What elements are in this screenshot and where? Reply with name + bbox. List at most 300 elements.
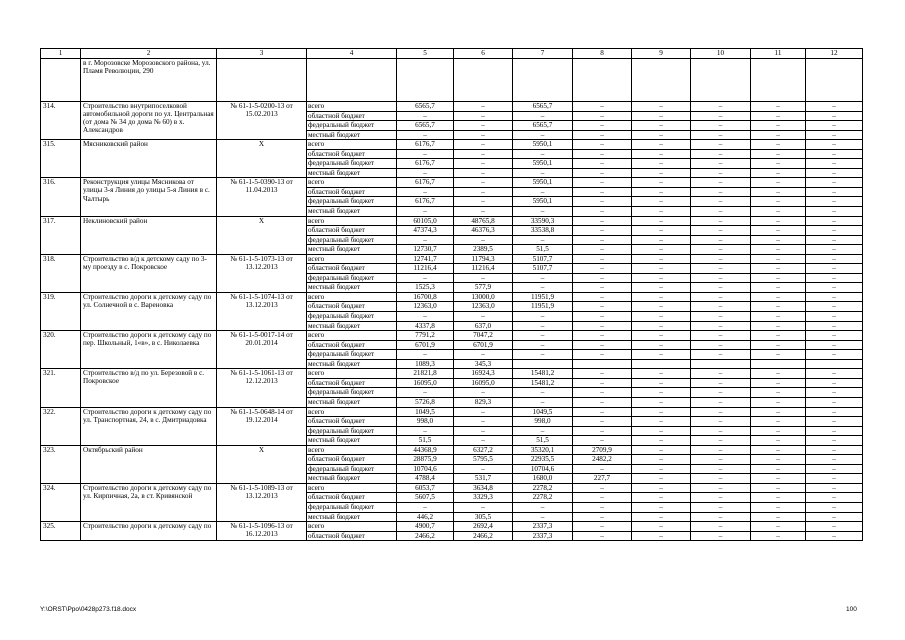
object-name-cell: Строительство дороги к детскому саду по ул. Солнечной в с. Вареновка xyxy=(81,292,217,330)
funding-source-cell: всего xyxy=(307,483,397,493)
value-cell: – xyxy=(397,130,454,140)
empty-cell xyxy=(632,59,691,102)
value-cell: 7791,2 xyxy=(397,331,454,341)
value-cell: – xyxy=(806,159,863,169)
table-row xyxy=(41,522,863,532)
funding-source-cell: федеральный бюджет xyxy=(307,273,397,283)
value-cell: – xyxy=(632,436,691,446)
value-cell: 2278,2 xyxy=(513,483,573,493)
value-cell: 5950,1 xyxy=(513,197,573,207)
value-cell: – xyxy=(691,522,751,532)
entry-number-cell: 318. xyxy=(41,254,81,292)
value-cell: – xyxy=(806,321,863,331)
funding-source-cell: всего xyxy=(307,445,397,455)
value-cell: 33590,3 xyxy=(513,216,573,226)
value-cell: 305,5 xyxy=(454,512,513,522)
value-cell: – xyxy=(691,340,751,350)
value-cell: – xyxy=(632,283,691,293)
value-cell: – xyxy=(573,312,632,322)
value-cell: – xyxy=(573,159,632,169)
value-cell: – xyxy=(806,340,863,350)
value-cell: – xyxy=(806,331,863,341)
value-cell: – xyxy=(454,187,513,197)
funding-source-cell: федеральный бюджет xyxy=(307,312,397,322)
value-cell: 44368,9 xyxy=(397,445,454,455)
funding-source-cell: федеральный бюджет xyxy=(307,159,397,169)
value-cell: 2278,2 xyxy=(513,493,573,503)
value-cell: – xyxy=(806,254,863,264)
value-cell: 11216,4 xyxy=(454,264,513,274)
document-cell: № 61-1-5-1061-13 от 12.12.2013 xyxy=(217,369,307,407)
value-cell: – xyxy=(573,331,632,341)
column-number-cell: 9 xyxy=(632,49,691,59)
funding-source-cell: местный бюджет xyxy=(307,359,397,369)
value-cell: – xyxy=(573,168,632,178)
funding-source-cell: местный бюджет xyxy=(307,474,397,484)
value-cell: 16095,0 xyxy=(454,378,513,388)
value-cell: – xyxy=(573,121,632,131)
value-cell: – xyxy=(806,216,863,226)
funding-source-cell: всего xyxy=(307,178,397,188)
value-cell: – xyxy=(691,531,751,541)
value-cell: – xyxy=(454,207,513,217)
entry-number-cell: 322. xyxy=(41,407,81,445)
value-cell: – xyxy=(751,407,806,417)
funding-source-cell: местный бюджет xyxy=(307,168,397,178)
object-name-cell: в г. Морозовске Морозовского района, ул. Пламя Революции, 290 xyxy=(81,59,217,102)
funding-source-cell: областной бюджет xyxy=(307,340,397,350)
funding-source-cell: областной бюджет xyxy=(307,226,397,236)
value-cell: – xyxy=(632,321,691,331)
funding-source-cell: местный бюджет xyxy=(307,130,397,140)
value-cell: – xyxy=(573,388,632,398)
value-cell: – xyxy=(632,149,691,159)
empty-cell xyxy=(397,59,454,102)
value-cell: – xyxy=(806,187,863,197)
value-cell: 7047,2 xyxy=(454,331,513,341)
value-cell: – xyxy=(806,426,863,436)
object-name-cell: Мясниковский район xyxy=(81,140,217,178)
value-cell: – xyxy=(632,417,691,427)
object-name-cell: Строительство внутрипоселковой автомобильной дороги по ул. Центральная (от дома № 34 до дома № 60) в х. Александров xyxy=(81,102,217,140)
value-cell: – xyxy=(513,130,573,140)
object-name-cell: Строительство в/д по ул. Березовой в с. Покровское xyxy=(81,369,217,407)
object-name-cell: Октябрьский район xyxy=(81,445,217,483)
value-cell: – xyxy=(397,187,454,197)
value-cell: – xyxy=(632,226,691,236)
value-cell: – xyxy=(806,512,863,522)
value-cell: – xyxy=(454,235,513,245)
value-cell: – xyxy=(632,102,691,112)
value-cell: 10704,6 xyxy=(397,464,454,474)
value-cell: – xyxy=(691,149,751,159)
value-cell: – xyxy=(691,493,751,503)
value-cell: – xyxy=(806,502,863,512)
value-cell: 5950,1 xyxy=(513,178,573,188)
value-cell: – xyxy=(632,187,691,197)
value-cell: – xyxy=(751,159,806,169)
document-cell: № 61-1-5-0200-13 от 15.02.2013 xyxy=(217,102,307,140)
object-name-cell: Строительство дороги к детскому саду по ул. Кирпичная, 2а, в ст. Кривянской xyxy=(81,483,217,521)
entry-number-cell: 320. xyxy=(41,331,81,369)
value-cell: – xyxy=(751,283,806,293)
document-cell: Х xyxy=(217,216,307,254)
value-cell: 6565,7 xyxy=(513,121,573,131)
value-cell: 446,2 xyxy=(397,512,454,522)
empty-cell xyxy=(691,59,751,102)
object-name-cell: Реконструкция улицы Мясникова от улицы 3-я Линия до улицы 5-я Линия в с. Чалтырь xyxy=(81,178,217,216)
value-cell: – xyxy=(513,273,573,283)
value-cell: – xyxy=(751,340,806,350)
table-row xyxy=(41,445,863,455)
object-name-cell: Строительство дороги к детскому саду по ул. Транспортная, 24, в с. Дмитриадовка xyxy=(81,407,217,445)
value-cell: – xyxy=(573,149,632,159)
funding-source-cell: федеральный бюджет xyxy=(307,121,397,131)
value-cell: – xyxy=(573,483,632,493)
value-cell: – xyxy=(397,111,454,121)
value-cell: – xyxy=(691,121,751,131)
value-cell: – xyxy=(806,207,863,217)
value-cell: – xyxy=(513,397,573,407)
column-number-row xyxy=(41,49,863,59)
value-cell: – xyxy=(806,197,863,207)
value-cell xyxy=(632,359,691,369)
value-cell: – xyxy=(691,436,751,446)
value-cell: – xyxy=(691,417,751,427)
value-cell: – xyxy=(691,321,751,331)
column-number-cell: 12 xyxy=(806,49,863,59)
table-row xyxy=(41,140,863,150)
value-cell: – xyxy=(691,102,751,112)
value-cell: 2389,5 xyxy=(454,245,513,255)
entry-number-cell: 324. xyxy=(41,483,81,521)
value-cell xyxy=(691,359,751,369)
value-cell: – xyxy=(806,350,863,360)
value-cell: – xyxy=(632,178,691,188)
value-cell: – xyxy=(806,226,863,236)
value-cell: 15481,2 xyxy=(513,378,573,388)
value-cell: 11951,9 xyxy=(513,292,573,302)
value-cell: – xyxy=(454,502,513,512)
value-cell: – xyxy=(573,140,632,150)
document-cell: № 61-1-5-1073-13 от 13.12.2013 xyxy=(217,254,307,292)
funding-source-cell: всего xyxy=(307,292,397,302)
empty-cell xyxy=(806,59,863,102)
value-cell: – xyxy=(751,226,806,236)
value-cell: – xyxy=(691,502,751,512)
value-cell: 16095,0 xyxy=(397,378,454,388)
value-cell: 22935,5 xyxy=(513,455,573,465)
value-cell: – xyxy=(632,207,691,217)
table-row xyxy=(41,254,863,264)
value-cell: – xyxy=(513,235,573,245)
value-cell: – xyxy=(806,283,863,293)
funding-source-cell: областной бюджет xyxy=(307,493,397,503)
value-cell: – xyxy=(454,111,513,121)
value-cell: 1525,3 xyxy=(397,283,454,293)
value-cell: – xyxy=(397,235,454,245)
empty-cell xyxy=(513,59,573,102)
value-cell: 12741,7 xyxy=(397,254,454,264)
value-cell: 11951,9 xyxy=(513,302,573,312)
entry-number-cell: 314. xyxy=(41,102,81,140)
value-cell: – xyxy=(806,178,863,188)
funding-source-cell: областной бюджет xyxy=(307,378,397,388)
value-cell: – xyxy=(691,302,751,312)
value-cell: 5950,1 xyxy=(513,140,573,150)
value-cell: 51,5 xyxy=(513,245,573,255)
value-cell: – xyxy=(691,464,751,474)
value-cell: – xyxy=(751,121,806,131)
value-cell: – xyxy=(751,140,806,150)
value-cell: – xyxy=(632,464,691,474)
value-cell: – xyxy=(573,397,632,407)
value-cell: 2692,4 xyxy=(454,522,513,532)
funding-source-cell: областной бюджет xyxy=(307,149,397,159)
funding-source-cell: федеральный бюджет xyxy=(307,388,397,398)
value-cell: 33538,8 xyxy=(513,226,573,236)
value-cell: – xyxy=(632,531,691,541)
value-cell: – xyxy=(573,340,632,350)
document-cell: № 61-1-5-1074-13 от 13.12.2013 xyxy=(217,292,307,330)
value-cell: – xyxy=(454,417,513,427)
value-cell: – xyxy=(573,273,632,283)
value-cell: – xyxy=(751,245,806,255)
value-cell: – xyxy=(513,350,573,360)
value-cell: – xyxy=(454,312,513,322)
value-cell: – xyxy=(751,474,806,484)
value-cell: – xyxy=(806,369,863,379)
value-cell: 227,7 xyxy=(573,474,632,484)
value-cell: – xyxy=(751,264,806,274)
funding-source-cell: областной бюджет xyxy=(307,302,397,312)
value-cell: – xyxy=(806,273,863,283)
value-cell: – xyxy=(806,235,863,245)
value-cell: – xyxy=(806,436,863,446)
value-cell: 35320,1 xyxy=(513,445,573,455)
value-cell: – xyxy=(513,426,573,436)
value-cell: – xyxy=(806,417,863,427)
value-cell: – xyxy=(454,273,513,283)
value-cell: – xyxy=(573,436,632,446)
value-cell: – xyxy=(397,273,454,283)
empty-cell xyxy=(307,59,397,102)
funding-source-cell: всего xyxy=(307,140,397,150)
value-cell: 28875,9 xyxy=(397,455,454,465)
value-cell: – xyxy=(632,483,691,493)
value-cell: – xyxy=(632,130,691,140)
value-cell: – xyxy=(691,245,751,255)
value-cell: – xyxy=(573,216,632,226)
value-cell: – xyxy=(806,168,863,178)
value-cell: – xyxy=(397,168,454,178)
value-cell: – xyxy=(751,512,806,522)
value-cell: 6565,7 xyxy=(397,121,454,131)
table-row xyxy=(41,407,863,417)
document-cell: Х xyxy=(217,445,307,483)
value-cell: – xyxy=(751,197,806,207)
value-cell: – xyxy=(632,264,691,274)
value-cell: – xyxy=(632,340,691,350)
value-cell: – xyxy=(691,216,751,226)
value-cell: – xyxy=(632,245,691,255)
funding-source-cell: федеральный бюджет xyxy=(307,426,397,436)
value-cell: – xyxy=(632,331,691,341)
object-name-cell: Строительство дороги к детскому саду по xyxy=(81,522,217,541)
value-cell: – xyxy=(513,111,573,121)
value-cell: – xyxy=(751,417,806,427)
value-cell: – xyxy=(573,102,632,112)
value-cell: – xyxy=(691,140,751,150)
value-cell: – xyxy=(691,292,751,302)
value-cell: – xyxy=(691,207,751,217)
number-cell xyxy=(41,59,81,102)
value-cell: 6176,7 xyxy=(397,178,454,188)
value-cell: 3634,8 xyxy=(454,483,513,493)
value-cell: – xyxy=(573,292,632,302)
value-cell: – xyxy=(573,369,632,379)
funding-source-cell: всего xyxy=(307,407,397,417)
value-cell: 2337,3 xyxy=(513,522,573,532)
value-cell: – xyxy=(632,397,691,407)
value-cell: – xyxy=(573,178,632,188)
value-cell: 531,7 xyxy=(454,474,513,484)
funding-source-cell: федеральный бюджет xyxy=(307,464,397,474)
value-cell: 345,3 xyxy=(454,359,513,369)
footer-file-path: Y:\ORST\Ppo\0428p273.f18.docx xyxy=(40,606,137,613)
value-cell: – xyxy=(573,350,632,360)
empty-cell xyxy=(217,59,307,102)
column-number-cell: 11 xyxy=(751,49,806,59)
value-cell: – xyxy=(632,493,691,503)
value-cell: – xyxy=(573,235,632,245)
value-cell: 16924,3 xyxy=(454,369,513,379)
value-cell: – xyxy=(632,168,691,178)
value-cell: – xyxy=(691,350,751,360)
value-cell: – xyxy=(751,168,806,178)
value-cell: 6565,7 xyxy=(397,102,454,112)
value-cell: – xyxy=(751,178,806,188)
table-row xyxy=(41,331,863,341)
value-cell: – xyxy=(454,130,513,140)
value-cell: 6176,7 xyxy=(397,140,454,150)
value-cell: – xyxy=(513,331,573,341)
value-cell: – xyxy=(751,273,806,283)
entry-number-cell: 316. xyxy=(41,178,81,216)
value-cell: – xyxy=(632,216,691,226)
value-cell: – xyxy=(632,474,691,484)
value-cell: – xyxy=(632,388,691,398)
entry-number-cell: 321. xyxy=(41,369,81,407)
value-cell: – xyxy=(751,302,806,312)
value-cell: – xyxy=(691,378,751,388)
value-cell: – xyxy=(751,331,806,341)
value-cell: – xyxy=(397,207,454,217)
value-cell: – xyxy=(454,140,513,150)
value-cell: – xyxy=(513,168,573,178)
value-cell: – xyxy=(632,302,691,312)
value-cell: – xyxy=(632,312,691,322)
column-number-cell: 7 xyxy=(513,49,573,59)
value-cell: – xyxy=(454,350,513,360)
value-cell: – xyxy=(751,321,806,331)
value-cell: – xyxy=(573,321,632,331)
value-cell: – xyxy=(573,207,632,217)
document-cell: № 61-1-5-0390-13 от 11.04.2013 xyxy=(217,178,307,216)
value-cell: – xyxy=(751,292,806,302)
funding-source-cell: всего xyxy=(307,369,397,379)
value-cell: 2466,2 xyxy=(454,531,513,541)
value-cell: – xyxy=(691,426,751,436)
value-cell: 12730,7 xyxy=(397,245,454,255)
funding-source-cell: всего xyxy=(307,254,397,264)
value-cell: – xyxy=(632,159,691,169)
value-cell: – xyxy=(632,426,691,436)
value-cell: – xyxy=(632,350,691,360)
value-cell: – xyxy=(632,502,691,512)
value-cell: – xyxy=(454,149,513,159)
value-cell: – xyxy=(573,417,632,427)
value-cell: – xyxy=(691,235,751,245)
value-cell: – xyxy=(691,264,751,274)
value-cell: – xyxy=(454,464,513,474)
value-cell: 998,0 xyxy=(397,417,454,427)
value-cell: – xyxy=(573,378,632,388)
funding-source-cell: местный бюджет xyxy=(307,207,397,217)
value-cell: 51,5 xyxy=(397,436,454,446)
value-cell: – xyxy=(806,483,863,493)
value-cell: – xyxy=(806,130,863,140)
value-cell: – xyxy=(806,522,863,532)
value-cell: – xyxy=(513,187,573,197)
funding-source-cell: областной бюджет xyxy=(307,531,397,541)
value-cell: – xyxy=(397,149,454,159)
value-cell: – xyxy=(806,302,863,312)
value-cell: – xyxy=(397,350,454,360)
value-cell: – xyxy=(691,312,751,322)
value-cell: – xyxy=(751,502,806,512)
funding-source-cell: федеральный бюджет xyxy=(307,502,397,512)
value-cell: – xyxy=(691,111,751,121)
value-cell: 21821,8 xyxy=(397,369,454,379)
value-cell: – xyxy=(632,378,691,388)
funding-source-cell: областной бюджет xyxy=(307,417,397,427)
column-number-cell: 2 xyxy=(81,49,217,59)
value-cell: – xyxy=(573,493,632,503)
funding-source-cell: областной бюджет xyxy=(307,187,397,197)
entry-number-cell: 325. xyxy=(41,522,81,541)
value-cell: – xyxy=(632,121,691,131)
value-cell: 2466,2 xyxy=(397,531,454,541)
value-cell: – xyxy=(691,283,751,293)
value-cell: – xyxy=(573,531,632,541)
value-cell: – xyxy=(751,531,806,541)
funding-source-cell: местный бюджет xyxy=(307,512,397,522)
value-cell: – xyxy=(632,522,691,532)
document-cell: Х xyxy=(217,140,307,178)
funding-source-cell: областной бюджет xyxy=(307,264,397,274)
value-cell: – xyxy=(691,178,751,188)
value-cell: – xyxy=(513,312,573,322)
value-cell: 16700,8 xyxy=(397,292,454,302)
value-cell: 11216,4 xyxy=(397,264,454,274)
value-cell: – xyxy=(573,254,632,264)
value-cell: 1049,5 xyxy=(513,407,573,417)
value-cell: – xyxy=(691,226,751,236)
value-cell: – xyxy=(632,140,691,150)
value-cell: 1049,5 xyxy=(397,407,454,417)
value-cell: – xyxy=(632,111,691,121)
